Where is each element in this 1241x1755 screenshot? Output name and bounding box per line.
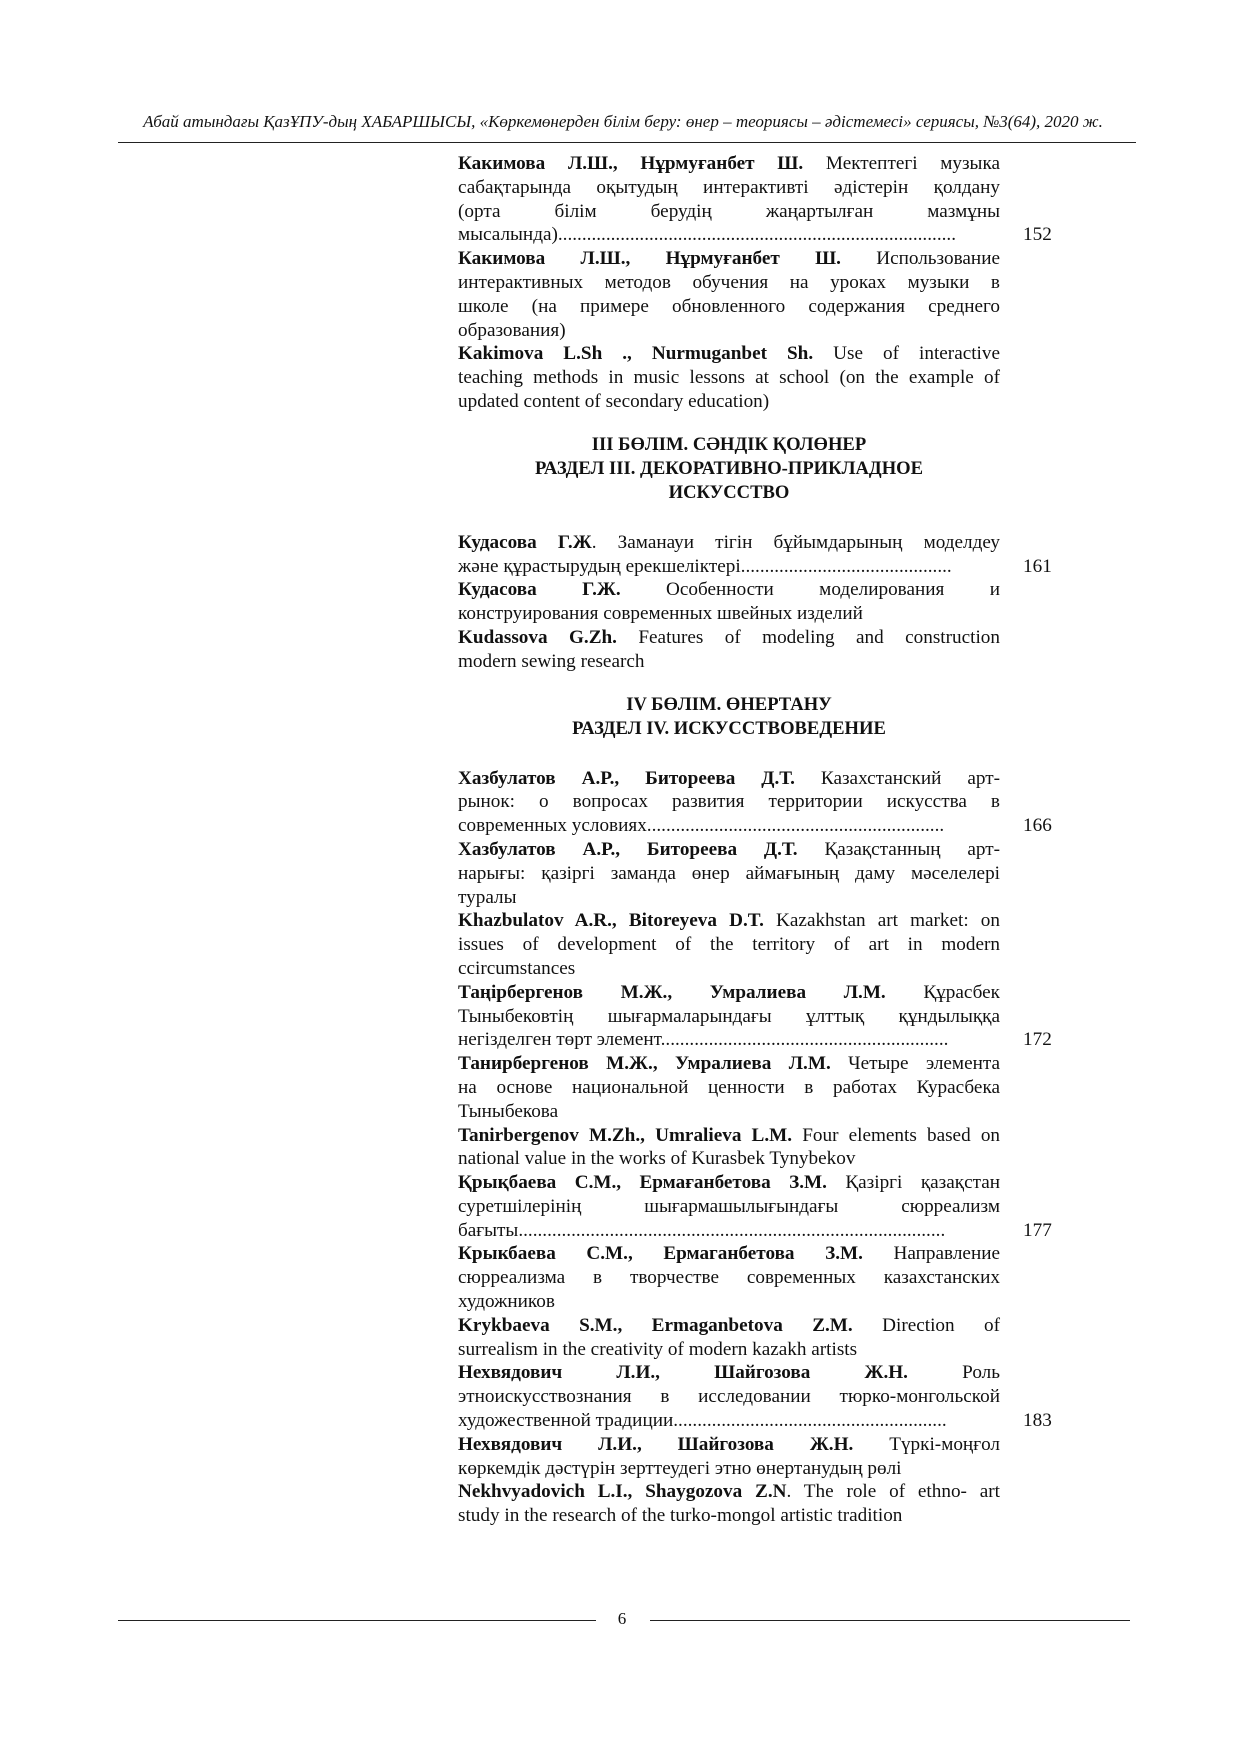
entry-line (458, 957, 1000, 981)
entry-authors: Қрықбаева С.М., Ермағанбетова З.М. (458, 1172, 827, 1194)
entry-title-text: современных условиях.............................................................. (458, 815, 945, 837)
toc-entry (458, 838, 1000, 909)
toc-entry (458, 531, 1052, 579)
entry-title-text: Құрасбек (885, 981, 1000, 1003)
section-heading-line: III БӨЛІМ. СӘНДІК ҚОЛӨНЕР (591, 433, 867, 455)
entry-line (458, 1504, 1000, 1528)
toc-entry (458, 1480, 1000, 1528)
entry-title-text: Особенности моделирования и (620, 579, 1000, 601)
toc-entry (458, 1433, 1000, 1481)
entry-line (458, 366, 1000, 390)
entry-line (458, 1195, 1000, 1219)
entry-title-text: көркемдік дәстүрін зерттеудегі этно өнертанудың рөлі (458, 1457, 902, 1479)
entry-line (458, 247, 1000, 271)
toc-entry (458, 626, 1000, 674)
entry-line (458, 1314, 1000, 1338)
entry-line (458, 1361, 1000, 1385)
entry-title-text: негізделген төрт элемент............................................................ (458, 1029, 949, 1051)
footer-divider-left (118, 1620, 596, 1621)
entry-line (458, 862, 1000, 886)
entry-line (458, 981, 1000, 1005)
entry-line (458, 1028, 1000, 1052)
entry-line (458, 767, 1000, 791)
running-header: Абай атындағы ҚазҰПУ-дың ХАБАРШЫСЫ, «Көркемөнерден білім беру: өнер – теориясы – әдістемесі» сериясы, №3(64), 2020 ж. (143, 112, 1103, 131)
entry-title-text: этноискусствознания в исследовании тюрко-монгольской (458, 1386, 1000, 1408)
entry-authors: Krykbaeva S.M., Ermaganbetova Z.M. (458, 1314, 853, 1336)
toc-entry (458, 342, 1000, 413)
section-heading-line: РАЗДЕЛ III. ДЕКОРАТИВНО-ПРИКЛАДНОЕ (534, 457, 924, 479)
entry-authors: Нехвядович Л.И., Шайгозова Ж.Н. (458, 1362, 908, 1384)
entry-line (458, 626, 1000, 650)
entry-title-text: туралы (458, 886, 517, 908)
entry-title-text: Мектептегі музыка (803, 153, 1001, 174)
entry-authors: Кудасова Г.Ж (458, 531, 592, 553)
entry-line (458, 319, 1000, 343)
toc-entry (458, 1242, 1000, 1313)
entry-authors: Nekhvyadovich L.I., Shaygozova Z.N (458, 1481, 787, 1503)
entry-line (458, 602, 1000, 626)
entry-authors: Какимова Л.Ш., Нұрмуғанбет Ш. (458, 248, 841, 270)
entry-line (458, 1219, 1000, 1243)
entry-title-text: modern sewing research (458, 650, 645, 672)
entry-title-text: сабақтарында оқытудың интерактивті әдістерін қолдану (458, 176, 1000, 198)
entry-title-text: образования) (458, 319, 566, 341)
entry-line (458, 909, 1000, 933)
entry-line (458, 650, 1000, 674)
table-of-contents (458, 152, 1052, 1528)
entry-title-text: Kazakhstan art market: on (763, 910, 1000, 932)
entry-authors: Хазбулатов А.Р., Битореева Д.Т. (458, 767, 795, 789)
entry-line (458, 1409, 1000, 1433)
entry-title-text: . The role of ethno- art (786, 1481, 1000, 1503)
entry-title-text: ccircumstances (458, 957, 576, 979)
entry-title-text: Направление (862, 1243, 1000, 1265)
entry-authors: Крыкбаева С.М., Ермаганбетова З.М. (458, 1243, 863, 1265)
entry-title-text: Features of modeling and construction (616, 626, 1000, 648)
entry-line (458, 200, 1000, 224)
toc-entry (458, 1052, 1000, 1123)
entry-title-text: (орта білім берудің жаңартылған мазмұны (458, 200, 1000, 222)
entry-line (458, 1124, 1000, 1148)
entry-line (458, 176, 1000, 200)
entry-title-text: Использование (840, 248, 1000, 270)
section-heading-line: РАЗДЕЛ IV. ИСКУССТВОВЕДЕНИЕ (572, 717, 886, 739)
entry-line (458, 578, 1000, 602)
entry-line (458, 1290, 1000, 1314)
entry-title-text: нарығы: қазіргі заманда өнер аймағының даму мәселелері (458, 862, 1000, 884)
entry-title-text: teaching methods in music lessons at school (on the example of (458, 367, 1000, 389)
entry-title-text: Direction of (852, 1314, 1000, 1336)
entry-title-text: updated content of secondary education) (458, 390, 770, 412)
section-heading-line: IV БӨЛІМ. ӨНЕРТАНУ (626, 693, 832, 715)
toc-entry (458, 767, 1052, 838)
entry-title-text: интерактивных методов обучения на уроках музыки в (458, 271, 1000, 293)
toc-entry (458, 152, 1052, 247)
entry-line (458, 1005, 1000, 1029)
entry-title-text: Қазақстанның арт- (797, 838, 1000, 860)
toc-entry (458, 1361, 1052, 1432)
entry-line (458, 1266, 1000, 1290)
entry-title-text: на основе национальной ценности в работах Курасбека (458, 1076, 1000, 1098)
entry-title-text: конструирования современных швейных изделий (458, 603, 863, 625)
entry-title-text: мысалында)................................................................................... (458, 224, 957, 246)
entry-title-text: художественной традиции......................................................... (458, 1410, 947, 1432)
entry-line (458, 295, 1000, 319)
entry-page-number: 161 (1023, 555, 1052, 577)
toc-entry (458, 1124, 1000, 1172)
entry-line (458, 390, 1000, 414)
entry-line (458, 933, 1000, 957)
entry-title-text: Тыныбековтің шығармаларындағы ұлттық құндылыққа (458, 1005, 1000, 1027)
entry-line (458, 790, 1000, 814)
entry-authors: Khazbulatov A.R., Bitoreyeva D.T. (458, 910, 764, 932)
entry-title-text: және құрастырудың ерекшеліктері............................................ (458, 555, 952, 577)
section-heading-line: ИСКУССТВО (668, 481, 790, 503)
toc-entry (458, 247, 1000, 342)
footer-divider-right (650, 1620, 1130, 1621)
toc-entry (458, 909, 1000, 980)
header-divider (118, 142, 1136, 143)
entry-title-text: Four elements based on (792, 1124, 1001, 1146)
entry-line (458, 1242, 1000, 1266)
entry-line (458, 1457, 1000, 1481)
entry-line (458, 271, 1000, 295)
toc-entry (458, 578, 1000, 626)
entry-title-text: рынок: о вопросах развития территории искусства в (458, 791, 1000, 813)
entry-title-text: суретшілерінің шығармашылығындағы сюрреализм (458, 1195, 1000, 1217)
entry-line (458, 1076, 1000, 1100)
entry-title-text: Тыныбекова (458, 1100, 559, 1122)
entry-title-text: . Заманауи тігін бұйымдарының моделдеу (591, 531, 1000, 553)
entry-title-text: study in the research of the turko-mongol artistic tradition (458, 1505, 903, 1527)
entry-line (458, 1052, 1000, 1076)
entry-line (458, 1171, 1000, 1195)
entry-page-number: 166 (1023, 815, 1052, 837)
entry-title-text: сюрреализма в творчестве современных казахстанских (458, 1267, 1000, 1289)
entry-authors: Какимова Л.Ш., Нұрмуғанбет Ш. (458, 153, 804, 174)
entry-title-text: Казахстанский арт- (794, 767, 1001, 789)
entry-authors: Tanirbergenov M.Zh., Umralieva L.M. (458, 1124, 793, 1146)
section-heading (458, 693, 1000, 741)
entry-title-text: Қазіргі қазақстан (826, 1172, 1000, 1194)
entry-line (458, 886, 1000, 910)
entry-authors: Танирбергенов М.Ж., Умралиева Л.М. (458, 1053, 831, 1075)
entry-line (458, 1385, 1000, 1409)
entry-line (458, 838, 1000, 862)
toc-entry (458, 1171, 1052, 1242)
entry-authors: Таңірбергенов М.Ж., Умралиева Л.М. (458, 981, 886, 1003)
entry-page-number: 172 (1023, 1029, 1052, 1051)
entry-line (458, 342, 1000, 366)
entry-line (458, 1433, 1000, 1457)
entry-title-text: Use of interactive (813, 343, 1000, 365)
entry-line (458, 223, 1000, 247)
entry-line (458, 1100, 1000, 1124)
page-number: 6 (617, 1609, 627, 1628)
entry-title-text: школе (на примере обновленного содержания среднего (458, 295, 1000, 317)
entry-authors: Kudassova G.Zh. (458, 626, 617, 648)
entry-line (458, 531, 1000, 555)
entry-line (458, 152, 1000, 176)
entry-authors: Нехвядович Л.И., Шайгозова Ж.Н. (458, 1433, 854, 1455)
entry-line (458, 1480, 1000, 1504)
entry-title-text: issues of development of the territory of art in modern (458, 934, 1000, 956)
toc-entry (458, 981, 1052, 1052)
entry-line (458, 1338, 1000, 1362)
entry-title-text: художников (458, 1291, 555, 1313)
entry-authors: Хазбулатов А.Р., Битореева Д.Т. (458, 838, 798, 860)
entry-authors: Кудасова Г.Ж. (458, 579, 621, 601)
entry-authors: Kakimova L.Sh ., Nurmuganbet Sh. (458, 343, 814, 365)
entry-line (458, 1147, 1000, 1171)
entry-page-number: 177 (1023, 1219, 1052, 1241)
toc-entry (458, 1314, 1000, 1362)
entry-title-text: Түркі-моңғол (853, 1433, 1000, 1455)
entry-title-text: Роль (907, 1362, 1000, 1384)
entry-title-text: surrealism in the creativity of modern kazakh artists (458, 1338, 858, 1360)
entry-line (458, 814, 1000, 838)
entry-page-number: 183 (1023, 1410, 1052, 1432)
entry-title-text: national value in the works of Kurasbek Tynybekov (458, 1148, 856, 1170)
entry-line (458, 555, 1000, 579)
entry-page-number: 152 (1023, 224, 1052, 246)
entry-title-text: Четыре элемента (830, 1053, 1000, 1075)
section-heading (458, 433, 1000, 505)
entry-title-text: бағыты......................................................................................... (458, 1219, 946, 1241)
